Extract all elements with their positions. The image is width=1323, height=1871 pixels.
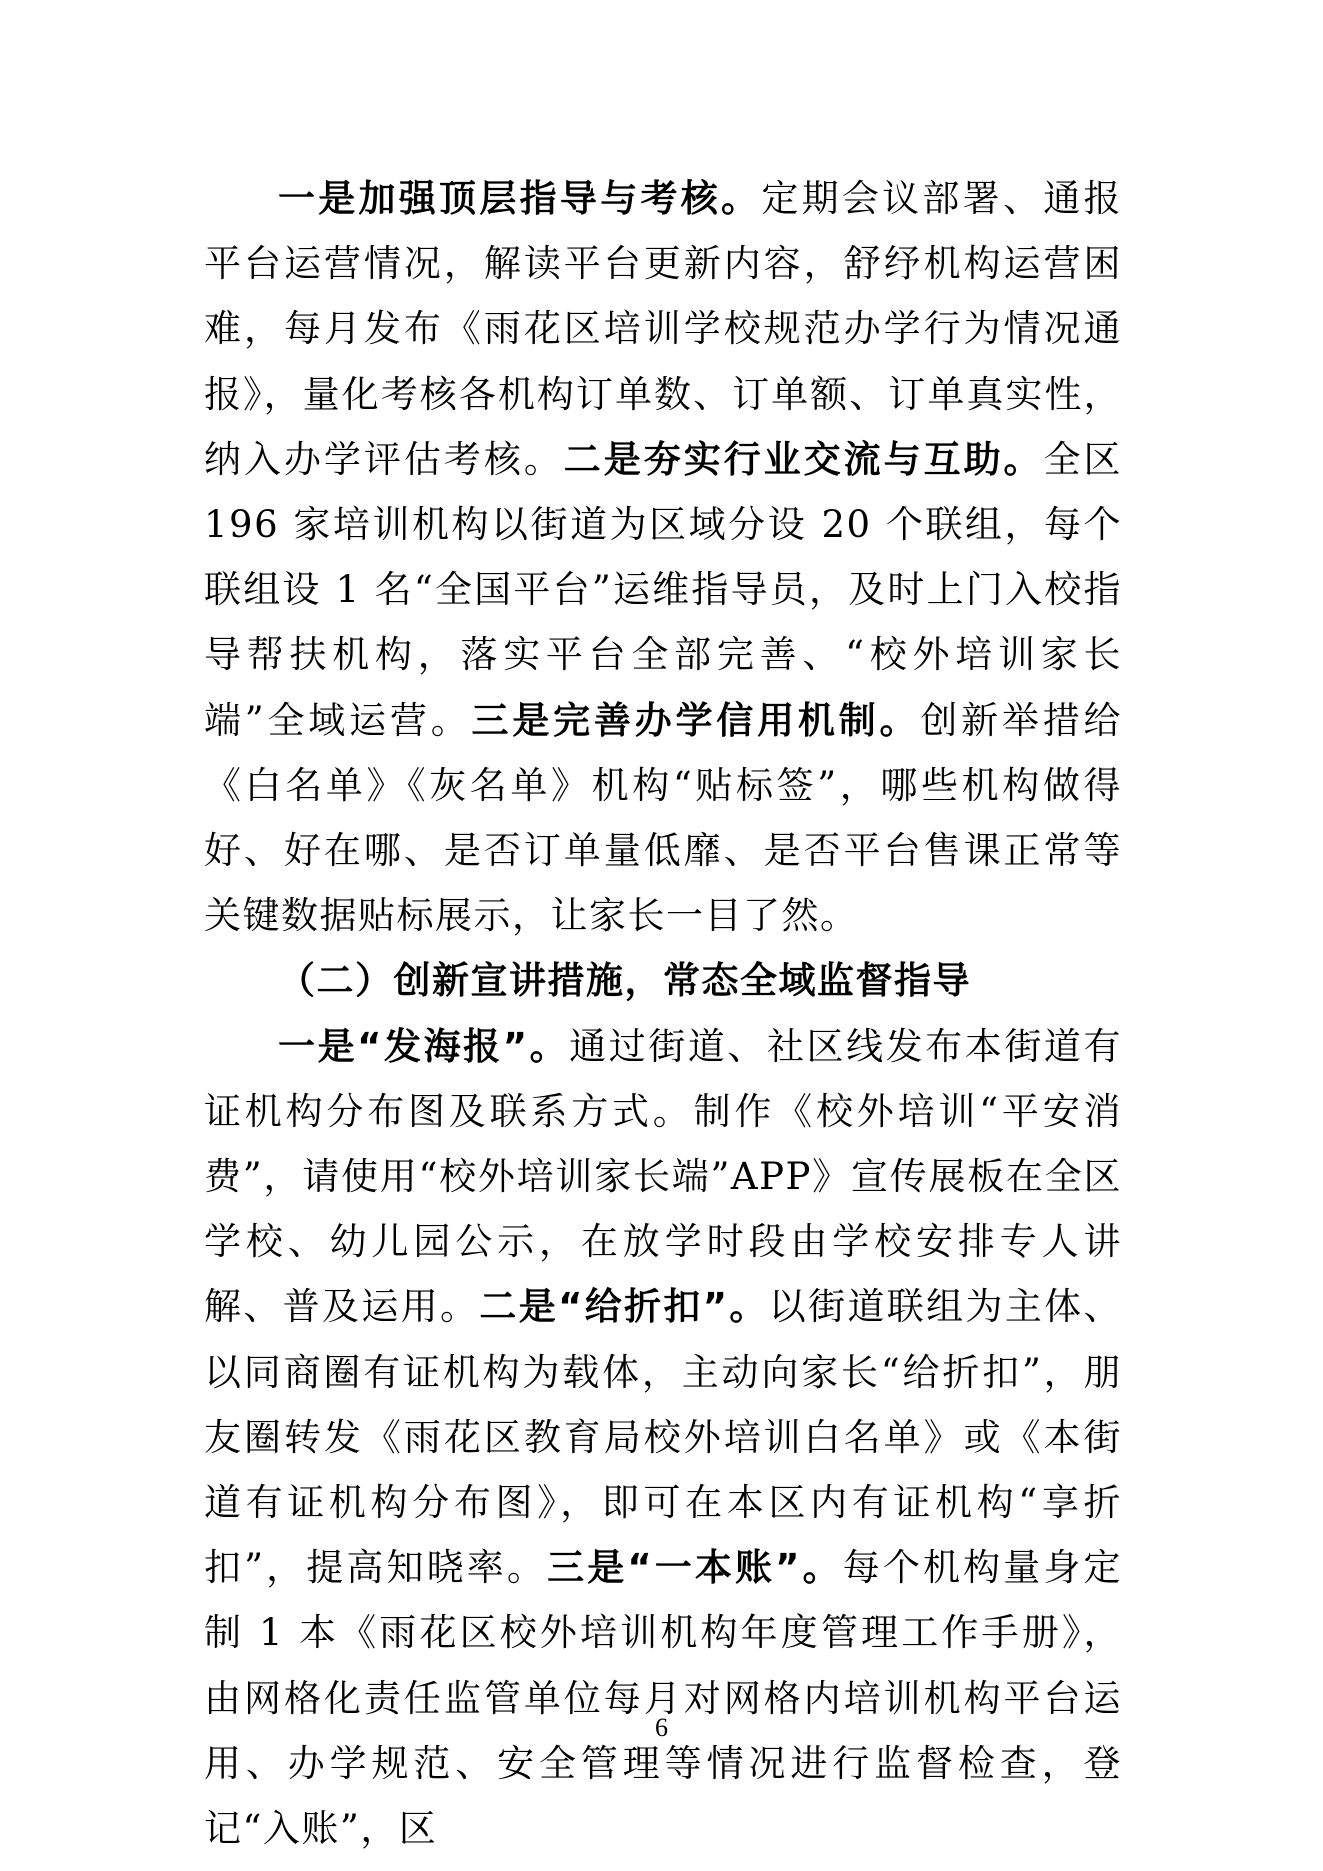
body-text [204, 166, 1122, 1861]
paragraph-text: 以街道联组为主体、以同商圈有证机构为载体，主动向家长“给折扣”，朋友圈转发《雨花区教育局校外培训白名单》或《本街道有证机构分布图》，即可在本区内有证机构“享折扣”，提高知晓率。 [204, 1285, 1123, 1590]
bold-lead-1: 一是“发海报”。 [278, 1024, 570, 1068]
bold-lead-3: 三是完善办学信用机制。 [471, 698, 921, 742]
paragraph-text: 每个机构量身定制 1 本《雨花区校外培训机构年度管理工作手册》，由网格化责任监管单位每月对网格内培训机构平台运用、办学规范、安全管理等情况进行监督检查，登记“入账”，区 [204, 1546, 1123, 1851]
paragraph-text: 创新举措给《白名单》《灰名单》机构“贴标签”，哪些机构做得好、好在哪、是否订单量低靡、是否平台售课正常等关键数据贴标展示，让家长一目了然。 [204, 698, 1123, 938]
paragraph-text: 全区 196 家培训机构以街道为区域分设 20 个联组，每个联组设 1 名“全国平台”运维指导员，及时上门入校指导帮扶机构，落实平台全部完善、“校外培训家长端”全域运营。 [204, 437, 1123, 742]
page-number: 6 [655, 1713, 668, 1742]
paragraph-text: 定期会议部署、通报平台运营情况，解读平台更新内容，舒纾机构运营困难，每月发布《雨花区培训学校规范办学行为情况通报》，量化考核各机构订单数、订单额、订单真实性，纳入办学评估考核。 [204, 177, 1123, 481]
section-heading: （二）创新宣讲措施，常态全域监督指导 [278, 959, 971, 1003]
bold-lead-2: 二是夯实行业交流与互助。 [563, 437, 1044, 481]
bold-lead-1: 一是加强顶层指导与考核。 [278, 177, 762, 220]
paragraph-1 [204, 166, 1122, 948]
bold-lead-3: 三是“一本账”。 [547, 1546, 843, 1590]
bold-lead-2: 二是“给折扣”。 [479, 1285, 769, 1329]
paragraph-text: 通过街道、社区线发布本街道有证机构分布图及联系方式。制作《校外培训“平安消费”，请使用“校外培训家长端”APP》宣传展板在全区学校、幼儿园公示，在放学时段由学校安排专人讲解、普及运用。 [204, 1024, 1122, 1329]
